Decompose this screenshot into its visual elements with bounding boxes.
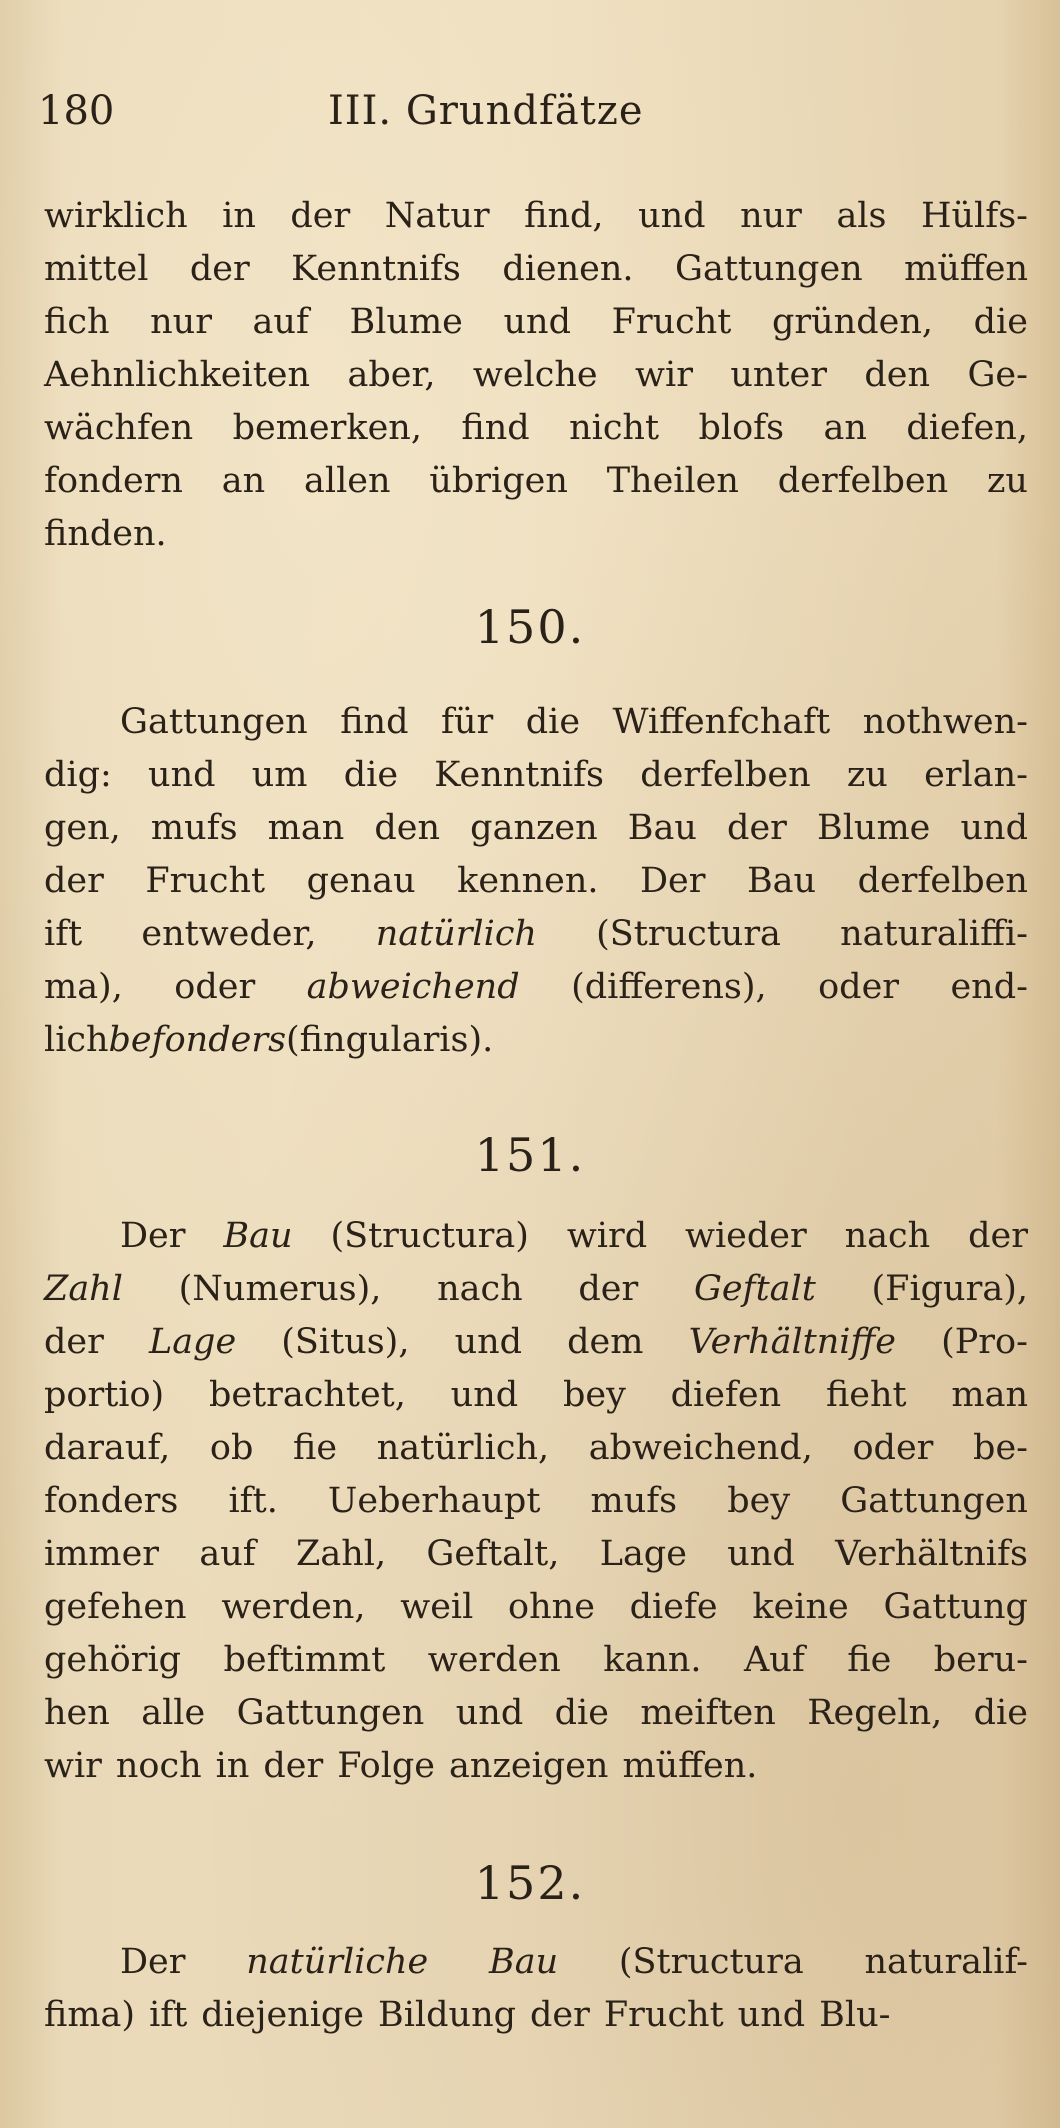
word: die [343, 755, 399, 795]
word: oder [852, 1428, 934, 1468]
word: der [290, 196, 351, 236]
word: an [823, 408, 867, 448]
word: find [340, 702, 409, 742]
word: naturalif- [864, 1942, 1028, 1982]
word: Auf [744, 1640, 805, 1680]
word: keine [752, 1587, 849, 1627]
word: bemerken, [232, 408, 422, 448]
text-line [44, 508, 1028, 561]
text-line [44, 802, 1028, 855]
word: gefehen [44, 1587, 187, 1627]
word: darauf, [44, 1428, 171, 1468]
word: Ge- [967, 355, 1028, 395]
text-line [44, 1687, 1028, 1740]
word: der [189, 249, 250, 289]
word: dienen. [502, 249, 634, 289]
word: mufs [590, 1481, 678, 1521]
word: Bau [746, 861, 817, 901]
word: werden, [221, 1587, 366, 1627]
word: um [251, 755, 308, 795]
word: die [973, 302, 1028, 342]
word: wir [44, 1746, 102, 1786]
word: ob [209, 1428, 254, 1468]
word: Gattungen [120, 702, 308, 742]
text-line [44, 1581, 1028, 1634]
word: wieder [685, 1216, 807, 1256]
word: wir [635, 355, 693, 395]
word: erlan- [924, 755, 1028, 795]
emphasized-word: Bau [223, 1216, 293, 1256]
word: und [737, 1995, 806, 2035]
word: wirklich [44, 196, 188, 236]
word: wird [566, 1216, 648, 1256]
word: find [461, 408, 530, 448]
word: Kenntnifs [434, 755, 605, 795]
word: (fingularis). [286, 1020, 494, 1060]
text-line [44, 1740, 1028, 1793]
word: ma), [44, 967, 123, 1007]
text-line [44, 455, 1028, 508]
word: (Structura [618, 1942, 804, 1982]
emphasized-word: natürliche [246, 1942, 429, 1982]
word: end- [950, 967, 1028, 1007]
text-line [44, 1210, 1028, 1263]
word: für [441, 702, 494, 742]
word: Hülfs- [920, 196, 1028, 236]
text-line [44, 1936, 1028, 1989]
word: allen [304, 461, 391, 501]
text-line [44, 349, 1028, 402]
word: entweder, [141, 914, 317, 954]
word: noch [115, 1746, 202, 1786]
word: und [450, 1375, 519, 1415]
word: und [503, 302, 571, 342]
word: anzeigen [449, 1746, 609, 1786]
text-line [44, 243, 1028, 296]
word: gründen, [771, 302, 933, 342]
word: immer [44, 1534, 160, 1574]
word: ift [44, 914, 83, 954]
word: Lage [599, 1534, 687, 1574]
paragraph-150 [44, 696, 1028, 1067]
word: finden. [44, 514, 167, 554]
word: Frucht [611, 302, 732, 342]
word: dig: [44, 755, 112, 795]
word: nach [437, 1269, 523, 1309]
word: Gattungen [236, 1693, 425, 1733]
word: nothwen- [862, 702, 1028, 742]
word: fich [44, 302, 110, 342]
word: diefe [629, 1587, 718, 1627]
word: betrachtet, [208, 1375, 406, 1415]
word: oder [818, 967, 900, 1007]
text-line [44, 190, 1028, 243]
word: ift. [228, 1481, 278, 1521]
word: müffen [904, 249, 1028, 289]
word: Folge [337, 1746, 436, 1786]
word: Geftalt, [426, 1534, 560, 1574]
word: auf [252, 302, 309, 342]
word: und [455, 1693, 524, 1733]
word: oder [174, 967, 256, 1007]
section-number-152: 152. [474, 1856, 586, 1910]
word: und [638, 196, 706, 236]
word: der [44, 861, 104, 901]
word: Verhältnifs [835, 1534, 1028, 1574]
word: Bildung [378, 1995, 517, 2035]
word: und [727, 1534, 795, 1574]
word: Ueberhaupt [327, 1481, 541, 1521]
word: Natur [384, 196, 490, 236]
word: fondern [44, 461, 183, 501]
emphasized-word: natürlich [375, 914, 537, 954]
word: fima) [44, 1995, 136, 2035]
word: blofs [698, 408, 785, 448]
word: derfelben [640, 755, 811, 795]
text-line [44, 908, 1028, 961]
word: be- [973, 1428, 1028, 1468]
word: der [44, 1322, 104, 1362]
word: natürlich, [376, 1428, 550, 1468]
word: der [263, 1746, 324, 1786]
emphasized-word: Zahl [44, 1269, 123, 1309]
text-line [44, 1634, 1028, 1687]
word: übrigen [429, 461, 568, 501]
word: in [215, 1746, 250, 1786]
word: (Structura [596, 914, 781, 954]
word: man [267, 808, 345, 848]
word: die [554, 1693, 609, 1733]
word: Gattungen [840, 1481, 1028, 1521]
word: auf [199, 1534, 256, 1574]
word: Wiffenfchaft [612, 702, 831, 742]
word: wächfen [44, 408, 194, 448]
word: in [222, 196, 256, 236]
word: Gattungen [675, 249, 863, 289]
word: (Figura), [871, 1269, 1028, 1309]
section-number-150: 150. [474, 600, 586, 654]
text-line [44, 961, 1028, 1014]
word: man [951, 1375, 1028, 1415]
text-line [44, 296, 1028, 349]
word: und [454, 1322, 523, 1362]
word: (Pro- [941, 1322, 1028, 1362]
word: Frucht [603, 1995, 724, 2035]
emphasized-word: Lage [148, 1322, 237, 1362]
word: die [525, 702, 581, 742]
word: weil [400, 1587, 474, 1627]
word: kann. [603, 1640, 702, 1680]
word: diejenige [201, 1995, 365, 2035]
emphasized-word: Bau [489, 1942, 559, 1982]
word: derfelben [857, 861, 1028, 901]
emphasized-word: Geftalt [693, 1269, 816, 1309]
emphasized-word: Verhältniffe [688, 1322, 896, 1362]
word: gehörig [44, 1640, 182, 1680]
word: derfelben [777, 461, 949, 501]
word: (differens), [571, 967, 767, 1007]
word: der [578, 1269, 639, 1309]
word: abweichend, [588, 1428, 813, 1468]
text-line [44, 696, 1028, 749]
word: Bau [627, 808, 697, 848]
word: nur [740, 196, 802, 236]
word: Gattung [883, 1587, 1028, 1627]
word: Blume [817, 808, 931, 848]
text-line [44, 1989, 1028, 2042]
emphasized-word: abweichend [306, 967, 520, 1007]
word: Zahl, [296, 1534, 387, 1574]
word: Aehnlichkeiten [44, 355, 311, 395]
word: Frucht [145, 861, 266, 901]
word: ohne [508, 1587, 595, 1627]
word: fonders [44, 1481, 179, 1521]
word: Der [639, 861, 706, 901]
word: beftimmt [223, 1640, 386, 1680]
word: dem [567, 1322, 644, 1362]
section-number-151: 151. [474, 1128, 586, 1182]
word: müffen. [622, 1746, 758, 1786]
word: nur [150, 302, 212, 342]
running-header [38, 88, 1028, 148]
text-line [44, 402, 1028, 455]
word: diefen, [906, 408, 1028, 448]
word: Der [120, 1216, 186, 1256]
word: an [221, 461, 266, 501]
text-line [44, 1475, 1028, 1528]
word: fie [847, 1640, 892, 1680]
word: welche [472, 355, 598, 395]
word: mittel [44, 249, 149, 289]
running-title: III. Grundfätze [328, 88, 644, 134]
text-line [44, 1422, 1028, 1475]
word: den [374, 808, 441, 848]
word: Blu- [819, 1995, 891, 2035]
word: den [864, 355, 931, 395]
text-line [44, 1263, 1028, 1316]
word: Kenntnifs [291, 249, 461, 289]
word: die [973, 1693, 1028, 1733]
word: zu [986, 461, 1028, 501]
text-line [44, 749, 1028, 802]
text-line [44, 1369, 1028, 1422]
word: ift [149, 1995, 188, 2035]
word: kennen. [457, 861, 599, 901]
word: als [836, 196, 887, 236]
word: portio) [44, 1375, 165, 1415]
word: nicht [569, 408, 660, 448]
word: diefen [670, 1375, 782, 1415]
word: (Situs), [281, 1322, 410, 1362]
word: der [530, 1995, 590, 2035]
paragraph-intro [44, 190, 1028, 561]
word: (Structura) [330, 1216, 529, 1256]
word: fie [293, 1428, 338, 1468]
word: zu [846, 755, 888, 795]
paragraph-152 [44, 1936, 1028, 2042]
word: Theilen [606, 461, 739, 501]
word: nach [844, 1216, 931, 1256]
text-line [44, 1528, 1028, 1581]
word: aber, [347, 355, 436, 395]
text-line [44, 1014, 1028, 1067]
word: (Numerus), [178, 1269, 382, 1309]
word: beru- [933, 1640, 1028, 1680]
word: Der [120, 1942, 186, 1982]
word: mufs [150, 808, 238, 848]
word: alle [141, 1693, 206, 1733]
text-line [44, 855, 1028, 908]
word: genau [306, 861, 416, 901]
word: meiften [640, 1693, 776, 1733]
word: bey [562, 1375, 626, 1415]
word: und [148, 755, 216, 795]
word: fieht [825, 1375, 907, 1415]
page-number: 180 [38, 88, 115, 134]
word: gen, [44, 808, 121, 848]
emphasized-word: befonders [108, 1020, 287, 1060]
word: find, [524, 196, 604, 236]
word: ganzen [470, 808, 598, 848]
word: hen [44, 1693, 110, 1733]
word: lich [44, 1020, 109, 1060]
word: Blume [349, 302, 463, 342]
word: Regeln, [807, 1693, 943, 1733]
word: und [960, 808, 1028, 848]
text-line [44, 1316, 1028, 1369]
word: der [727, 808, 787, 848]
word: bey [727, 1481, 791, 1521]
word: werden [427, 1640, 561, 1680]
word: naturaliffi- [840, 914, 1028, 954]
word: der [968, 1216, 1028, 1256]
paragraph-151 [44, 1210, 1028, 1793]
word: unter [730, 355, 827, 395]
